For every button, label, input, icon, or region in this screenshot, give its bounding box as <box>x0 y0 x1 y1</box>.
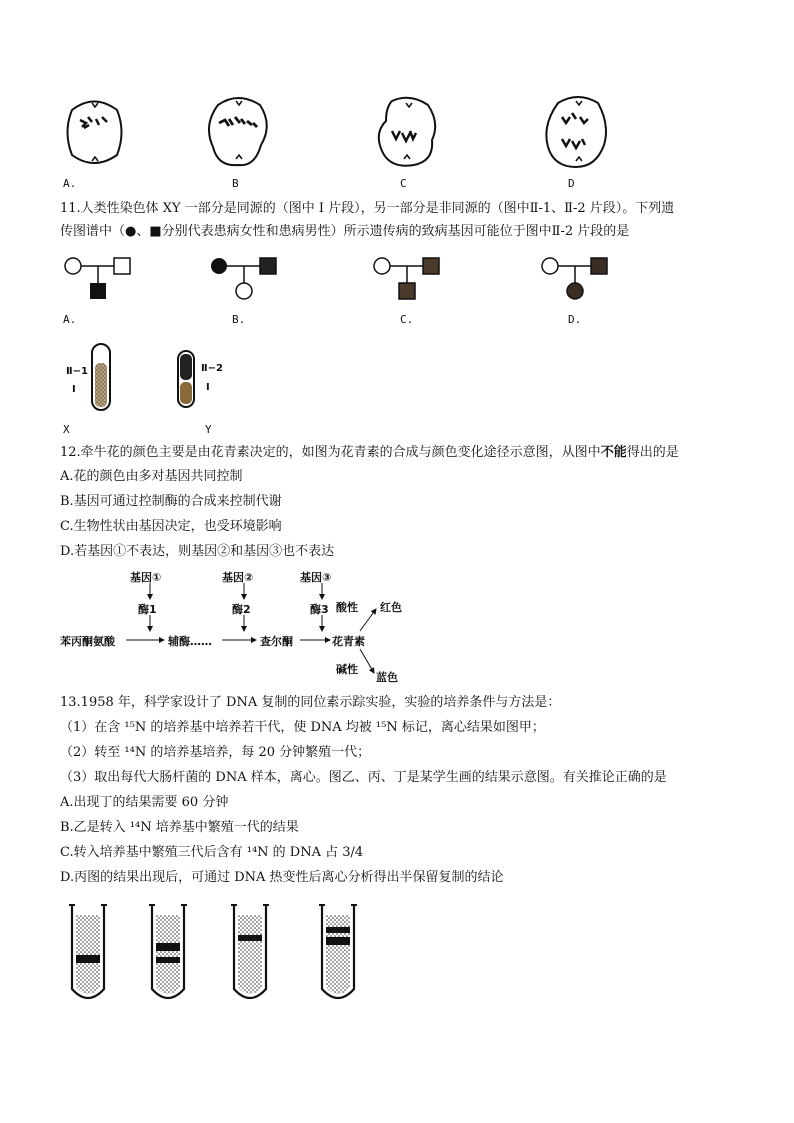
enzyme-2-label: 酶2 <box>232 603 251 616</box>
q13-option-a[interactable]: A.出现丁的结果需要 60 分钟 <box>60 795 229 810</box>
substrate-2-label: 辅酶…… <box>168 635 212 648</box>
x-chromosome-label: X <box>63 423 70 436</box>
anthocyanin-label: 花青素 <box>332 635 365 648</box>
chromosome-y <box>176 350 198 410</box>
cell-figure-a <box>62 95 127 170</box>
gene-2-label: 基因② <box>222 571 254 584</box>
q12-option-c[interactable]: C.生物性状由基因决定，也受环境影响 <box>60 519 282 534</box>
chromosome-x <box>90 343 114 413</box>
centrifuge-tube-4 <box>318 903 358 1007</box>
red-label: 红色 <box>380 601 402 614</box>
q13-option-c[interactable]: C.转入培养基中繁殖三代后含有 ¹⁴N 的 DNA 占 3/4 <box>60 845 364 860</box>
q13-step-2: （2）转至 ¹⁴N 的培养基培养，每 20 分钟繁殖一代； <box>60 745 371 760</box>
q11-option-c[interactable]: C. <box>400 313 414 326</box>
y-chromosome-label: Y <box>205 423 212 436</box>
q12-stem: 12.牵牛花的颜色主要是由花青素决定的，如图为花青素的合成与颜色变化途径示意图，从图中不能得出的是 <box>60 445 679 460</box>
q12-option-a[interactable]: A.花的颜色由多对基因共同控制 <box>60 469 243 484</box>
pedigree-a <box>64 257 134 307</box>
q13-stem: 13.1958 年，科学家设计了 DNA 复制的同位素示踪实验，实验的培养条件与方法是： <box>60 695 561 710</box>
q11-option-d[interactable]: D. <box>568 313 582 326</box>
enzyme-3-label: 酶3 <box>310 603 329 616</box>
substrate-1-label: 苯丙酮氨酸 <box>60 635 115 648</box>
cell-figure-b <box>203 95 273 170</box>
q12-option-d[interactable]: D.若基因①不表达，则基因②和基因③也不表达 <box>60 544 335 559</box>
centrifuge-tube-3 <box>230 903 270 1007</box>
q13-option-d[interactable]: D.丙图的结果出现后，可通过 DNA 热变性后离心分析得出半保留复制的结论 <box>60 870 504 885</box>
x-segment-2-label: Ⅱ−1 <box>66 366 88 377</box>
q13-step-3: （3）取出每代大肠杆菌的 DNA 样本，离心。图乙、丙、丁是某学生画的结果示意图。有关推论正确的是 <box>60 770 667 785</box>
q10-option-c[interactable]: C <box>400 177 407 190</box>
pathway-arrows <box>60 565 420 685</box>
cell-figure-d <box>540 95 612 170</box>
gene-3-label: 基因③ <box>300 571 332 584</box>
q11-stem-line1: 11.人类性染色体 XY 一部分是同源的（图中 I 片段），另一部分是非同源的（图中Ⅱ-1、Ⅱ-2 片段）。下列遗 <box>60 201 675 216</box>
centrifuge-tube-2 <box>148 903 188 1007</box>
q13-step-1: （1）在含 ¹⁵N 的培养基中培养若干代，使 DNA 均被 ¹⁵N 标记，离心结果如图甲； <box>60 720 545 735</box>
gene-1-label: 基因① <box>130 571 162 584</box>
blue-label: 蓝色 <box>376 671 398 684</box>
enzyme-1-label: 酶1 <box>138 603 157 616</box>
q11-stem-line2: 传图谱中（●、■分别代表患病女性和患病男性）所示遗传病的致病基因可能位于图中Ⅱ-2 片段的是 <box>60 224 630 239</box>
base-label: 碱性 <box>336 663 358 676</box>
substrate-3-label: 查尔酮 <box>260 635 293 648</box>
q10-option-a[interactable]: A. <box>63 177 77 190</box>
q11-option-a[interactable]: A. <box>63 313 77 326</box>
q11-option-b[interactable]: B. <box>232 313 246 326</box>
q12-option-b[interactable]: B.基因可通过控制酶的合成来控制代谢 <box>60 494 282 509</box>
q13-option-b[interactable]: B.乙是转入 ¹⁴N 培养基中繁殖一代的结果 <box>60 820 299 835</box>
acid-label: 酸性 <box>336 601 358 614</box>
pedigree-c <box>373 257 443 307</box>
centrifuge-tube-1 <box>68 903 108 1007</box>
q12-stem-emphasis: 不能 <box>600 445 627 460</box>
y-segment-2-label: Ⅱ−2 <box>201 363 223 374</box>
cell-figure-c <box>372 95 442 170</box>
pedigree-d <box>541 257 611 307</box>
q10-option-d[interactable]: D <box>568 177 575 190</box>
y-segment-1-label: Ⅰ <box>206 382 210 393</box>
pedigree-b <box>210 257 280 307</box>
x-segment-1-label: Ⅰ <box>72 384 76 395</box>
q10-option-b[interactable]: B <box>232 177 239 190</box>
pathway-diagram <box>60 565 420 685</box>
